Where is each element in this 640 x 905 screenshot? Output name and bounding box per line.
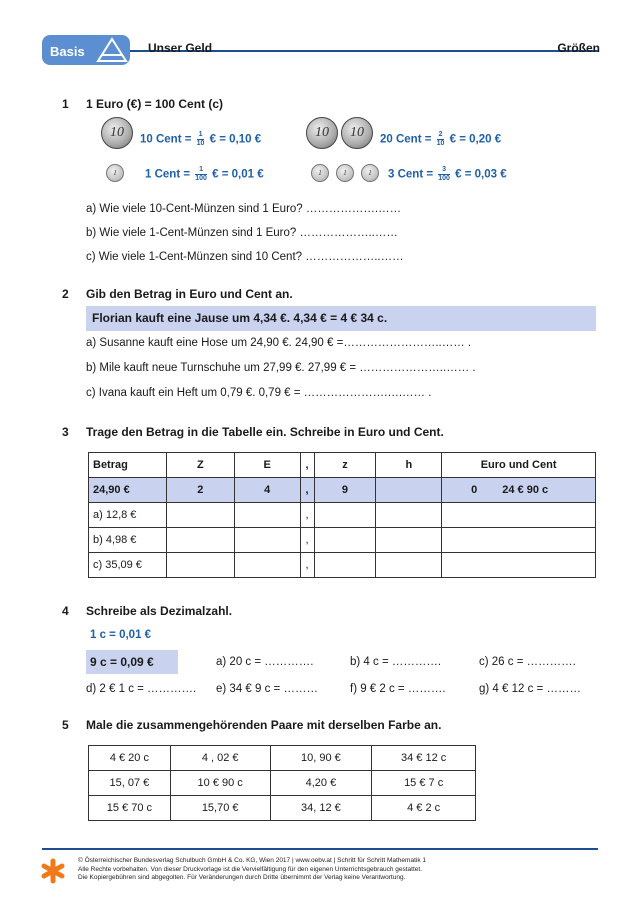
question-b: b) Mile kauft neue Turnschuhe um 27,99 €. 27,99 € = …………………..…… . xyxy=(86,362,476,374)
table-row xyxy=(89,553,596,578)
table-cell: , xyxy=(300,503,314,528)
worksheet-category: Größen xyxy=(557,41,600,55)
table-cell[interactable]: 15, 07 € xyxy=(89,771,171,796)
table-cell[interactable]: 10 € 90 c xyxy=(170,771,270,796)
table-cell xyxy=(376,478,442,503)
table-row xyxy=(89,771,476,796)
question-c: c) Wie viele 1-Cent-Münzen sind 10 Cent? ………………..…… xyxy=(86,251,404,263)
table-cell: 4 xyxy=(234,478,300,503)
question-a: a) Wie viele 10-Cent-Münzen sind 1 Euro? ……………….…… xyxy=(86,203,402,215)
coin-10-cent-icon: 10 xyxy=(101,117,133,149)
table-cell[interactable]: 34 € 12 c xyxy=(372,746,476,771)
table-header: Euro und Cent xyxy=(442,453,596,478)
basis-logo xyxy=(42,35,130,65)
table-cell: , xyxy=(300,553,314,578)
table-header: Betrag xyxy=(89,453,167,478)
task-heading: Male die zusammengehörenden Paare mit derselben Farbe an. xyxy=(86,718,442,732)
table-cell: 24,90 € xyxy=(89,478,167,503)
table-example-row xyxy=(89,478,596,503)
table-header: E xyxy=(234,453,300,478)
example-box: 9 c = 0,09 € xyxy=(86,650,178,674)
table-cell[interactable]: 4 € 20 c xyxy=(89,746,171,771)
table-cell[interactable] xyxy=(442,553,596,578)
coin-10-cent-icon: 10 xyxy=(341,117,373,149)
exercise-c: c) 26 c = …………. xyxy=(479,656,576,668)
table-cell[interactable] xyxy=(234,528,300,553)
table-header-row xyxy=(89,453,596,478)
table-cell[interactable] xyxy=(314,503,376,528)
question-b: b) Wie viele 1-Cent-Münzen sind 1 Euro? ………………..…… xyxy=(86,227,398,239)
table-cell: 0 24 € 90 c xyxy=(442,478,596,503)
table-cell[interactable]: 15 € 70 c xyxy=(89,796,171,821)
table-cell[interactable] xyxy=(234,503,300,528)
table-cell[interactable] xyxy=(234,553,300,578)
table-header: z xyxy=(314,453,376,478)
table-row xyxy=(89,528,596,553)
task-number: 2 xyxy=(62,287,69,301)
table-cell: 2 xyxy=(166,478,234,503)
example-bar: Florian kauft eine Jause um 4,34 €. 4,34 € = 4 € 34 c. xyxy=(86,306,596,331)
table-cell[interactable]: 15,70 € xyxy=(170,796,270,821)
table-cell[interactable] xyxy=(166,528,234,553)
place-value-table xyxy=(88,452,596,578)
table-cell[interactable] xyxy=(376,503,442,528)
task-number: 1 xyxy=(62,97,69,111)
rule-text: 1 c = 0,01 € xyxy=(90,629,152,641)
table-cell[interactable] xyxy=(166,503,234,528)
question-a: a) Susanne kauft eine Hose um 24,90 €. 24,90 € =……………………..…… . xyxy=(86,337,472,349)
table-cell[interactable]: 4 , 02 € xyxy=(170,746,270,771)
table-header: Z xyxy=(166,453,234,478)
table-row xyxy=(89,746,476,771)
table-cell[interactable] xyxy=(376,528,442,553)
pairs-table xyxy=(88,745,476,821)
task-number: 4 xyxy=(62,604,69,618)
table-header: h xyxy=(376,453,442,478)
question-c: c) Ivana kauft ein Heft um 0,79 €. 0,79 € = ………………….….…… . xyxy=(86,387,432,399)
task-heading: Gib den Betrag in Euro und Cent an. xyxy=(86,287,293,301)
footer-line-2: Alle Rechte vorbehalten. Von dieser Druckvorlage ist die Vervielfältigung für den eigenen Unterrichtsgebrauch gestattet. xyxy=(78,865,422,873)
task-heading: 1 Euro (€) = 100 Cent (c) xyxy=(86,97,224,111)
footer-line-1: © Österreichischer Bundesverlag Schulbuch GmbH & Co. KG, Wien 2017 | www.oebv.at | Schritt für Schritt Mathematik 1 xyxy=(78,857,426,864)
table-header: , xyxy=(300,453,314,478)
table-row xyxy=(89,503,596,528)
table-cell[interactable] xyxy=(376,553,442,578)
table-cell[interactable] xyxy=(166,553,234,578)
footer-line-3: Die Kopiergebühren sind abgegolten. Für Veränderungen durch Dritte übernimmt der Verlag keine Verantwortung. xyxy=(78,874,406,881)
task-number: 5 xyxy=(62,718,69,732)
task-heading: Schreibe als Dezimalzahl. xyxy=(86,604,233,618)
exercise-f: f) 9 € 2 c = ………. xyxy=(350,683,446,695)
table-cell: b) 4,98 € xyxy=(89,528,167,553)
equation-3-cent: 3 Cent = $\frac{3}{100}$ € = 0,03 € xyxy=(388,166,507,182)
table-cell[interactable] xyxy=(442,528,596,553)
table-cell[interactable] xyxy=(314,528,376,553)
table-cell[interactable]: 15 € 7 c xyxy=(372,771,476,796)
table-cell[interactable]: 34, 12 € xyxy=(270,796,372,821)
publisher-star-icon xyxy=(40,858,66,884)
equation-10-cent: 10 Cent = $\frac{1}{10}$ € = 0,10 € xyxy=(140,131,262,147)
coin-1-cent-icon: 1 xyxy=(336,164,354,182)
table-cell: a) 12,8 € xyxy=(89,503,167,528)
table-cell[interactable]: 4 € 2 c xyxy=(372,796,476,821)
equation-1-cent: 1 Cent = $\frac{1}{100}$ € = 0,01 € xyxy=(145,166,264,182)
coin-1-cent-icon: 1 xyxy=(311,164,329,182)
table-cell: , xyxy=(300,478,314,503)
worksheet-title: Unser Geld xyxy=(148,41,213,55)
task-heading: Trage den Betrag in die Tabelle ein. Schreibe in Euro und Cent. xyxy=(86,425,444,439)
table-cell[interactable] xyxy=(442,503,596,528)
footer-rule xyxy=(42,848,598,850)
exercise-g: g) 4 € 12 c = ……… xyxy=(479,683,581,695)
logo-text: Basis xyxy=(50,44,85,59)
table-cell[interactable]: 4,20 € xyxy=(270,771,372,796)
exercise-b: b) 4 c = …………. xyxy=(350,656,442,668)
table-cell[interactable] xyxy=(314,553,376,578)
table-cell: c) 35,09 € xyxy=(89,553,167,578)
coin-1-cent-icon: 1 xyxy=(106,164,124,182)
footer-copyright xyxy=(78,857,426,883)
table-cell[interactable]: 10, 90 € xyxy=(270,746,372,771)
coin-1-cent-icon: 1 xyxy=(361,164,379,182)
table-cell: , xyxy=(300,528,314,553)
table-row xyxy=(89,796,476,821)
exercise-d: d) 2 € 1 c = …………. xyxy=(86,683,197,695)
equation-20-cent: 20 Cent = $\frac{2}{10}$ € = 0,20 € xyxy=(380,131,502,147)
table-cell: 9 xyxy=(314,478,376,503)
task-number: 3 xyxy=(62,425,69,439)
exercise-e: e) 34 € 9 c = ……… xyxy=(216,683,318,695)
coin-10-cent-icon: 10 xyxy=(306,117,338,149)
exercise-a: a) 20 c = …………. xyxy=(216,656,314,668)
